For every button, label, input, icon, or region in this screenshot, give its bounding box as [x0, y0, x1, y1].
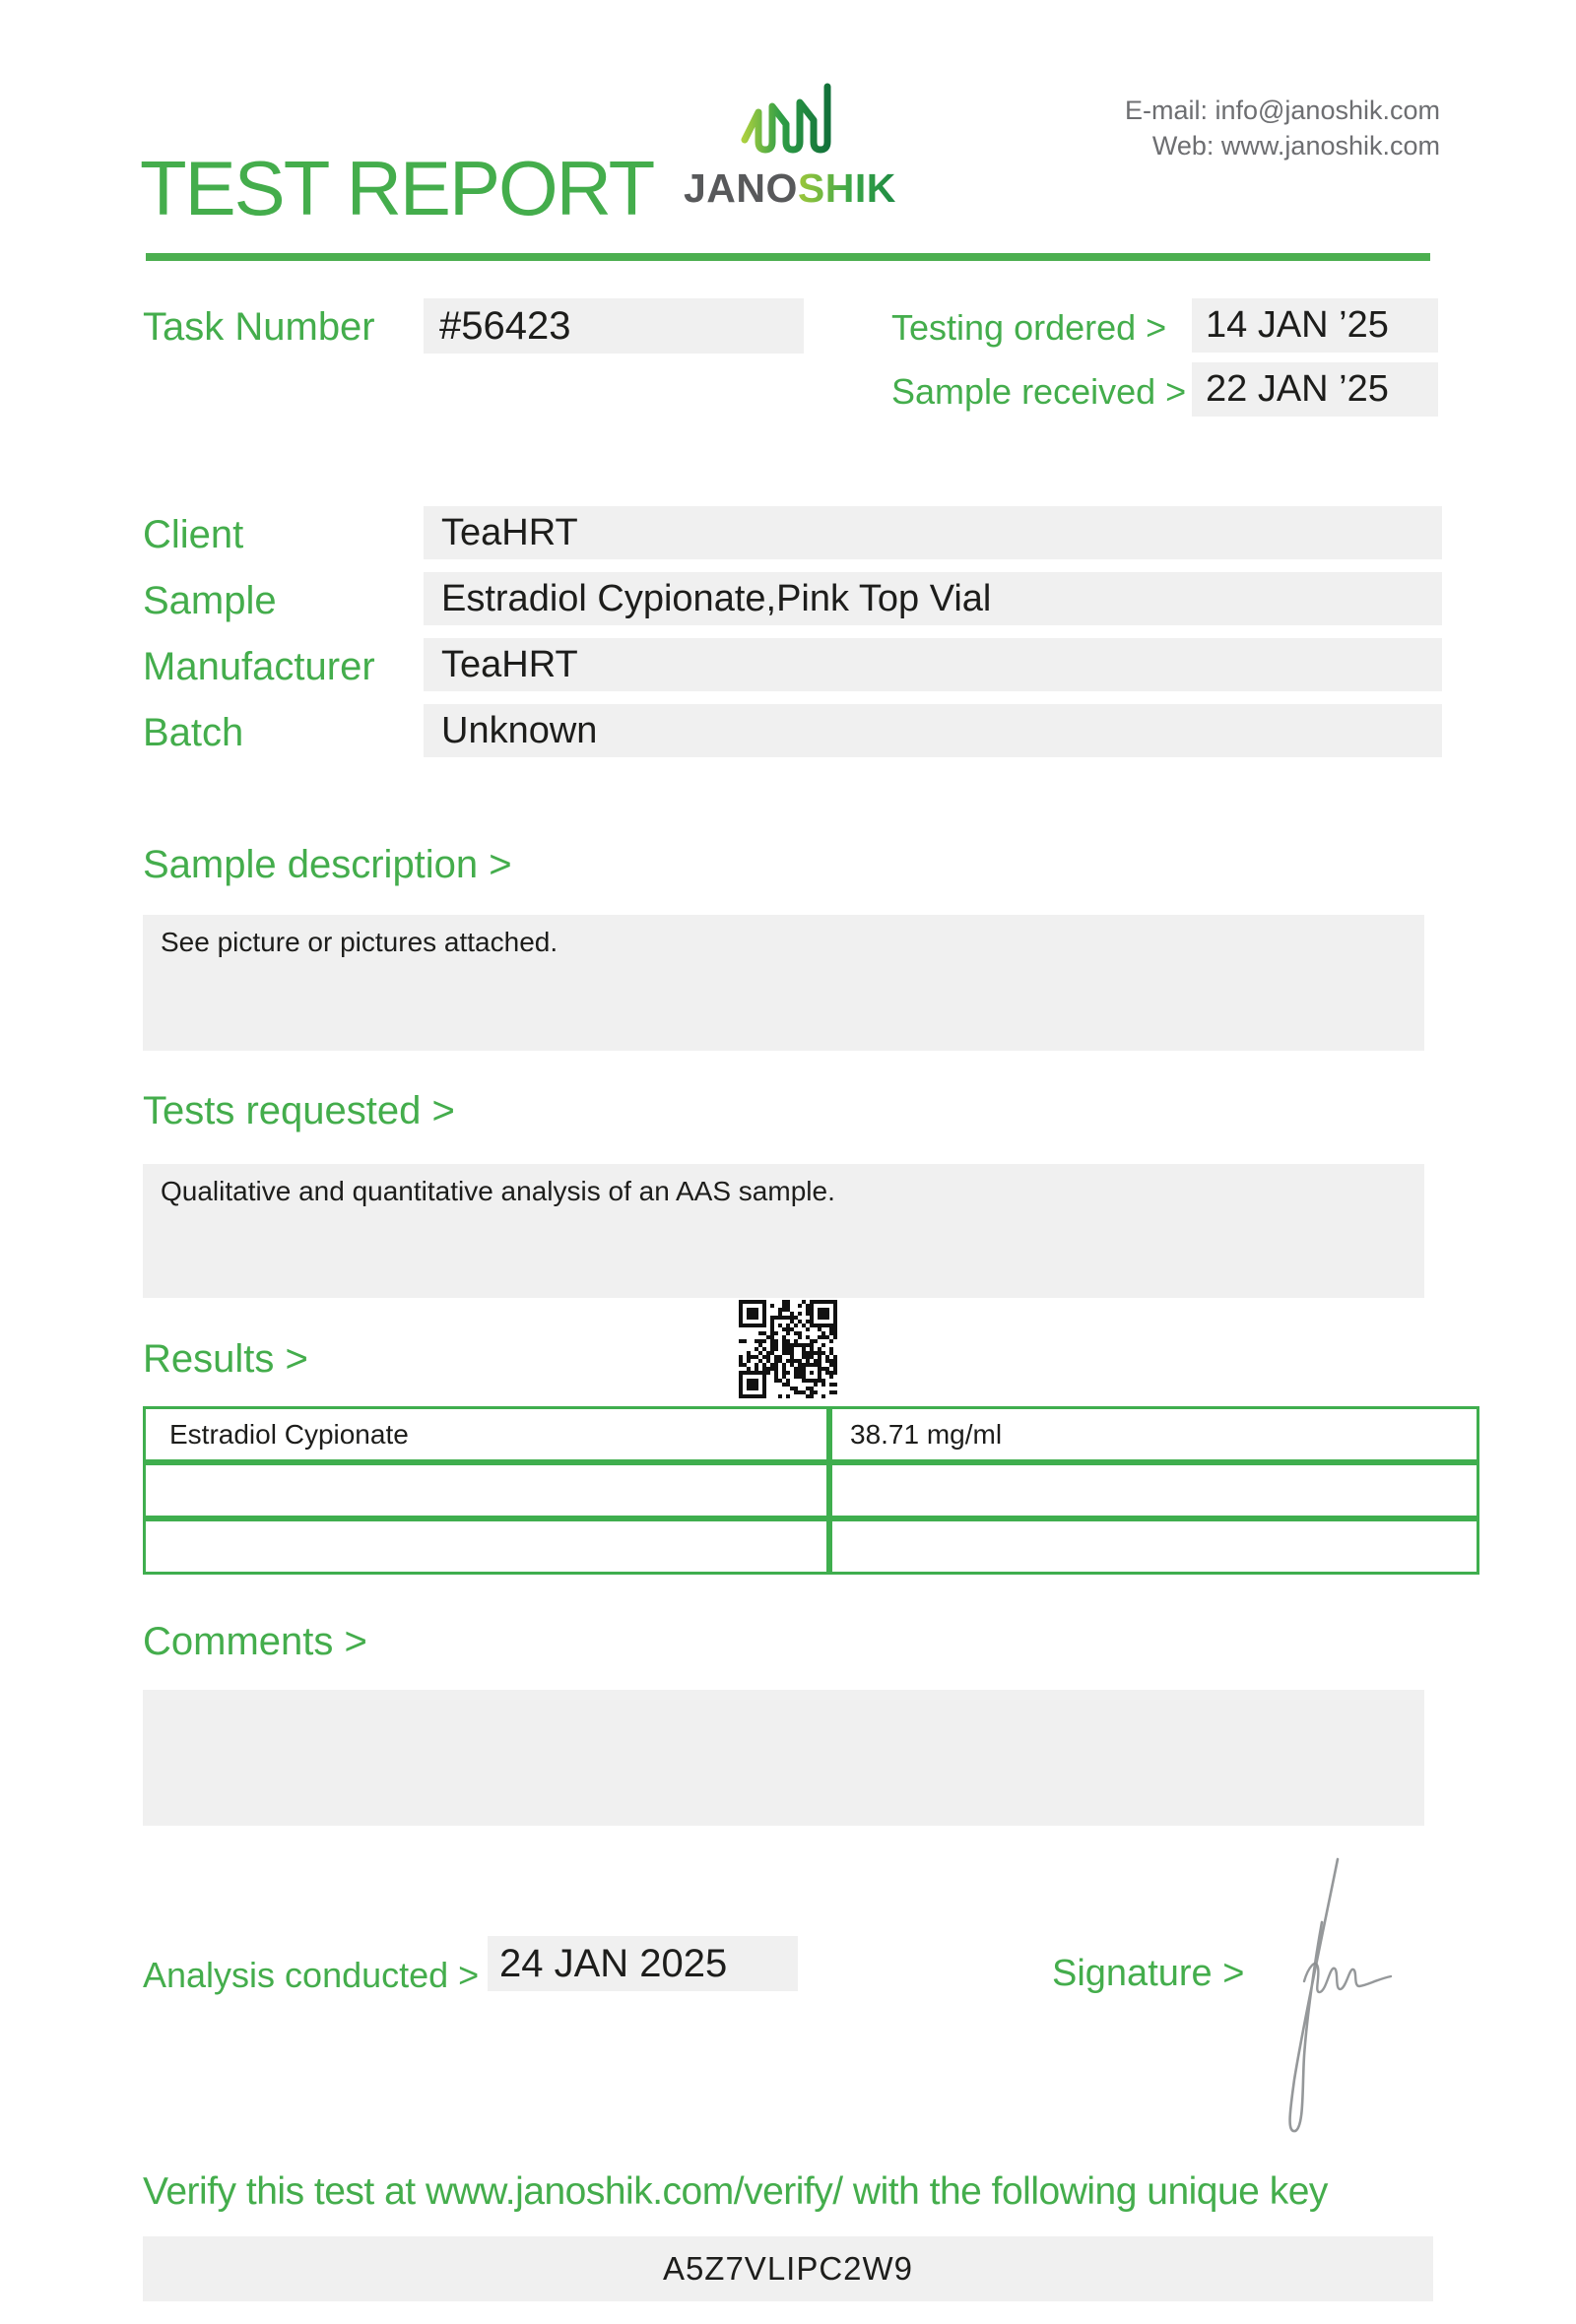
result-value-cell — [829, 1462, 1479, 1518]
table-row — [143, 1406, 1479, 1462]
unique-key-value: A5Z7VLIPC2W9 — [143, 2236, 1433, 2301]
task-number-value: #56423 — [424, 298, 804, 354]
sample-description-heading: Sample description > — [143, 843, 512, 886]
janoshik-logo-text — [684, 165, 896, 212]
result-analyte-cell: Estradiol Cypionate — [143, 1406, 829, 1462]
result-value-cell — [829, 1518, 1479, 1575]
contact-block — [1125, 93, 1440, 163]
comments-text — [143, 1690, 1424, 1826]
results-table — [143, 1406, 1479, 1575]
testing-ordered-label: Testing ordered > — [891, 307, 1167, 348]
sample-received-label: Sample received > — [891, 371, 1187, 412]
sample-value: Estradiol Cypionate,Pink Top Vial — [424, 572, 1442, 625]
client-label: Client — [143, 513, 244, 556]
task-number-label: Task Number — [143, 305, 375, 349]
table-row — [143, 1462, 1479, 1518]
client-value: TeaHRT — [424, 506, 1442, 559]
comments-heading: Comments > — [143, 1620, 367, 1663]
sample-received-value: 22 JAN ’25 — [1192, 362, 1438, 417]
qr-code — [739, 1300, 837, 1398]
manufacturer-label: Manufacturer — [143, 645, 375, 688]
signature-image — [1243, 1851, 1425, 2147]
logo-jano: JANO — [684, 165, 798, 211]
header-divider — [146, 253, 1430, 261]
sample-label: Sample — [143, 579, 277, 622]
verify-instruction: Verify this test at www.janoshik.com/verify/ with the following unique key — [143, 2170, 1328, 2213]
manufacturer-value: TeaHRT — [424, 638, 1442, 691]
contact-web: Web: www.janoshik.com — [1151, 131, 1440, 161]
page-title: TEST REPORT — [140, 145, 654, 231]
result-analyte-cell — [143, 1518, 829, 1575]
results-heading: Results > — [143, 1337, 308, 1381]
sample-description-text: See picture or pictures attached. — [143, 915, 1424, 1051]
tests-requested-heading: Tests requested > — [143, 1089, 455, 1132]
analysis-conducted-label: Analysis conducted > — [143, 1955, 480, 1995]
testing-ordered-value: 14 JAN ’25 — [1192, 298, 1438, 353]
signature-label: Signature > — [1052, 1953, 1245, 1994]
janoshik-logo-icon — [737, 73, 835, 163]
contact-email: E-mail: info@janoshik.com — [1124, 96, 1440, 125]
analysis-conducted-value: 24 JAN 2025 — [488, 1936, 798, 1991]
result-value-cell: 38.71 mg/ml — [829, 1406, 1479, 1462]
result-analyte-cell — [143, 1462, 829, 1518]
batch-value: Unknown — [424, 704, 1442, 757]
logo-shik: SHIK — [797, 165, 896, 211]
batch-label: Batch — [143, 711, 244, 754]
tests-requested-text: Qualitative and quantitative analysis of an AAS sample. — [143, 1164, 1424, 1298]
table-row — [143, 1518, 1479, 1575]
